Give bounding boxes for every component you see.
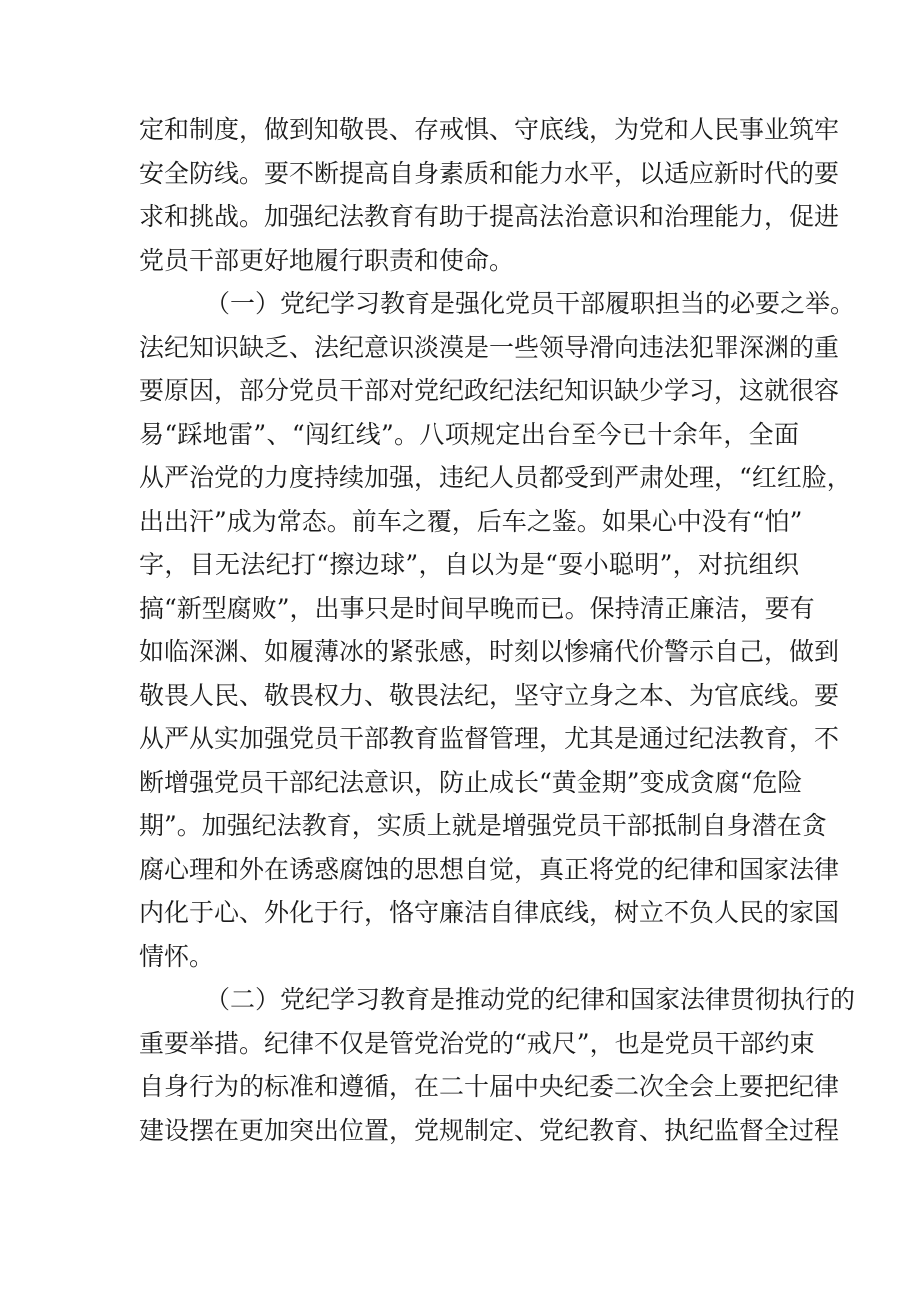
body-text <box>139 108 856 1152</box>
text-line: 建设摆在更加突出位置，党规制定、党纪教育、执纪监督全过程 <box>139 1115 840 1145</box>
text-line: 内化于心、外化于行，恪守廉洁自律底线，树立不负人民的家国 <box>139 898 840 927</box>
text-line: 从严从实加强党员干部教育监督管理，尤其是通过纪法教育，不 <box>139 724 840 753</box>
text-line: 情怀。 <box>139 941 215 971</box>
text-line: 重要举措。纪律不仅是管党治党的“戒尺”，也是党员干部约束 <box>139 1028 815 1058</box>
text-line: 安全防线。要不断提高自身素质和能力水平，以适应新时代的要 <box>139 158 840 188</box>
text-line: 敬畏人民、敬畏权力、敬畏法纪，坚守立身之本、为官底线。要 <box>139 680 840 710</box>
text-line: 期”。加强纪法教育，实质上就是增强党员干部抵制自身潜在贪 <box>139 811 827 840</box>
text-line: 腐心理和外在诱惑腐蚀的思想自觉，真正将党的纪律和国家法律 <box>139 854 840 884</box>
section-heading: （二）党纪学习教育是推动党的纪律和国家法律贯彻执行的 <box>205 985 856 1014</box>
text-line: 法纪知识缺乏、法纪意识淡漠是一些领导滑向违法犯罪深渊的重 <box>139 332 840 362</box>
text-line: 出出汗”成为常态。前车之覆，后车之鉴。如果心中没有“怕” <box>139 506 803 536</box>
text-line: 党员干部更好地履行职责和使命。 <box>139 245 515 275</box>
text-line: 断增强党员干部纪法意识，防止成长“黄金期”变成贪腐“危险 <box>139 767 803 797</box>
text-line: 如临深渊、如履薄冰的紧张感，时刻以惨痛代价警示自己，做到 <box>139 637 840 666</box>
text-line: 自身行为的标准和遵循，在二十届中央纪委二次全会上要把纪律 <box>139 1072 840 1101</box>
text-line: 从严治党的力度持续加强，违纪人员都受到严肃处理，“红红脸， <box>139 463 852 492</box>
text-line: 定和制度，做到知敬畏、存戒惧、守底线，为党和人民事业筑牢 <box>139 115 840 144</box>
text-line: 搞“新型腐败”，出事只是时间早晚而已。保持清正廉洁，要有 <box>139 593 815 623</box>
text-line: 求和挑战。加强纪法教育有助于提高法治意识和治理能力，促进 <box>139 202 840 231</box>
text-line: 要原因，部分党员干部对党纪政纪法纪知识缺少学习，这就很容 <box>139 376 840 405</box>
text-line: 字，目无法纪打“擦边球”，自以为是“耍小聪明”，对抗组织 <box>139 550 799 579</box>
text-line: 易“踩地雷”、“闯红线”。八项规定出台至今已十余年，全面 <box>139 419 799 449</box>
section-heading: （一）党纪学习教育是强化党员干部履职担当的必要之举。 <box>205 289 856 318</box>
